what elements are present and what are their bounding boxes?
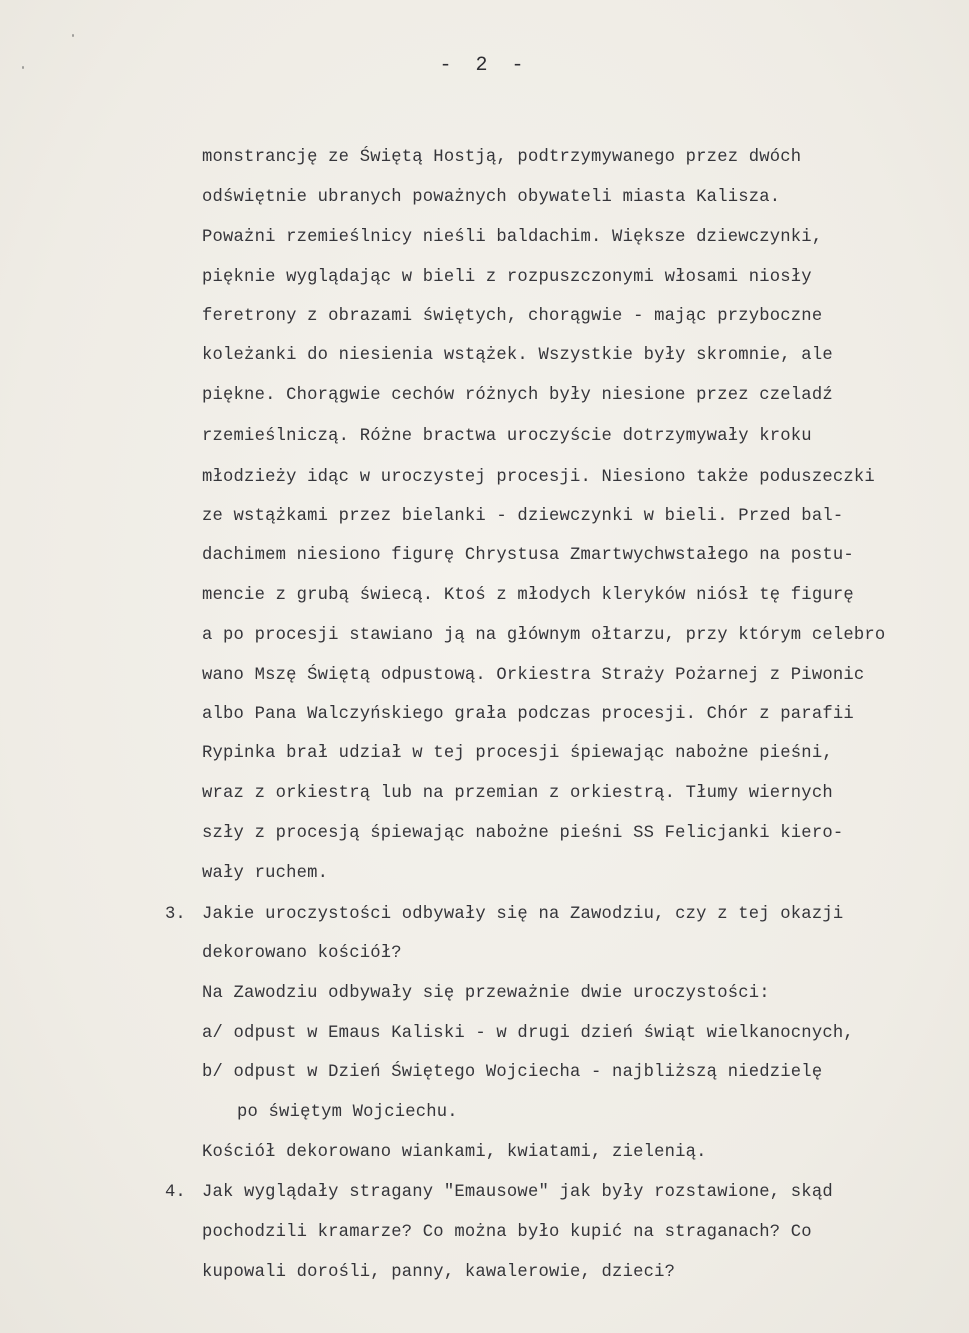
body-line: mencie z grubą świecą. Ktoś z młodych kleryków niósł tę figurę [202,586,854,605]
answer-decoration: Kościół dekorowano wiankami, kwiatami, zielenią. [202,1143,707,1162]
body-line: koleżanki do niesienia wstążek. Wszystkie były skromnie, ale [202,346,833,365]
body-line: wraz z orkiestrą lub na przemian z orkiestrą. Tłumy wiernych [202,784,833,803]
body-line: feretrony z obrazami świętych, chorągwie - mając przyboczne [202,307,823,326]
question-number: 4. [165,1183,186,1202]
body-line: rzemieślniczą. Różne bractwa uroczyście dotrzymywały kroku [202,427,812,446]
question-line: Jak wyglądały stragany "Emausowe" jak były rozstawione, skąd [202,1183,833,1202]
body-line: Rypinka brał udział w tej procesji śpiewając nabożne pieśni, [202,744,833,763]
body-line: monstrancję ze Świętą Hostją, podtrzymywanego przez dwóch [202,148,802,167]
body-line: szły z procesją śpiewając nabożne pieśni SS Felicjanki kiero- [202,824,844,843]
body-line: wały ruchem. [202,864,329,883]
body-line: pięknie wyglądając w bieli z rozpuszczonymi włosami niosły [202,268,812,287]
body-line: młodzieży idąc w uroczystej procesji. Niesiono także poduszeczki [202,468,875,487]
body-line: dachimem niesiono figurę Chrystusa Zmartwychwstałego na postu- [202,546,854,565]
answer-item-b: b/ odpust w Dzień Świętego Wojciecha - najbliższą niedzielę [202,1063,823,1082]
question-line: dekorowano kościół? [202,944,402,963]
body-line: wano Mszę Świętą odpustową. Orkiestra Straży Pożarnej z Piwonic [202,666,865,685]
question-line: kupowali dorośli, panny, kawalerowie, dzieci? [202,1263,676,1282]
body-line: Poważni rzemieślnicy nieśli baldachim. Większe dziewczynki, [202,228,823,247]
body-line: ze wstążkami przez bielanki - dziewczynki w bieli. Przed bal- [202,507,844,526]
page-number: - 2 - [439,54,530,77]
body-line: a po procesji stawiano ją na głównym ołtarzu, przy którym celebro [202,626,886,645]
question-line: Jakie uroczystości odbywały się na Zawodziu, czy z tej okazji [202,905,844,924]
answer-item-b-continuation: po świętym Wojciechu. [237,1103,458,1122]
body-line: albo Pana Walczyńskiego grała podczas procesji. Chór z parafii [202,705,854,724]
body-line: odświętnie ubranych poważnych obywateli miasta Kalisza. [202,188,781,207]
question-number: 3. [165,905,186,924]
question-line: pochodzili kramarze? Co można było kupić na straganach? Co [202,1223,812,1242]
body-line: piękne. Chorągwie cechów różnych były niesione przez czeladź [202,386,833,405]
answer-item-a: a/ odpust w Emaus Kaliski - w drugi dzień świąt wielkanocnych, [202,1024,854,1043]
answer-intro: Na Zawodziu odbywały się przeważnie dwie uroczystości: [202,984,770,1003]
